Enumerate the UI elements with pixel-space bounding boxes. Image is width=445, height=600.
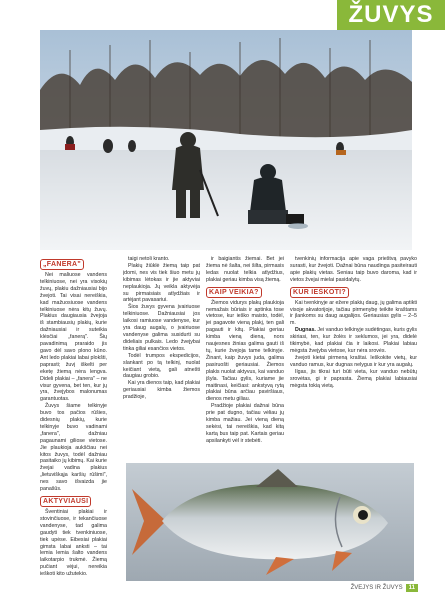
paragraph: Plakių žiūklė žiemą taip pat įdomi, nes vis tiek šiuo metu jų kibimas lėtokas ir jie aktyviai neplaukioja. Jų veikla aktyvėja su pirmaisiais atlydžiais ir artėjant pavasariui. [123, 262, 200, 304]
paragraph: žvejoti kietai pirmeną kraštai. Ieškokite vietų, kur vanduo ramus, kur dugnas nelygus ir kur yra augalų. [290, 354, 417, 368]
paragraph-body: Jei vanduo telkinyje sudėtingas, kuris gylis skiriasi, ten, kur žolės ir seklumos, jei yra, didelė tikimybė, kad plakiai čia ir laikosi. Plakiai labiau mėgsta žvejyba vietose, kur nėra srovės. [290, 327, 417, 354]
page-footer [351, 584, 418, 592]
paragraph: Ilgas, jis tikrai turi būti vieta, kur vanduo nebūtų srovėtas, gi ir paprasta. Žiemą plakiai labiausiai mėgsta tokią vietą. [290, 368, 417, 389]
footer-magazine-name: ŽVEJYS IR ŽUVYS [350, 585, 403, 591]
paragraph: ir baigiantis žiemai. Bet jei žiema nė šalta, nei šilta, pirmasis ledas nuolat telkia atlydžius, plakiai geriau kimba visą žiemą. [206, 256, 284, 283]
photo-ice-fishermen [40, 30, 412, 250]
section-logo [337, 0, 445, 30]
paragraph: Todėl trumpos ekspedicijos, slankant po tą telkinį, nuolat keičiant vietą, gali atnešti daugiau grobio. [123, 352, 200, 380]
paragraph: Pradžioje plakiai dažnai būna prie pat dugno, tačiau vėliau jų kimba mažiau. Jei vieną dieną sekėsi, tai nereiškia, kad kitą kartą bus taip pat. Kartais geriau apsilankyti vėl ir stebėti. [206, 403, 284, 444]
paragraph-lead: Dugnas. [295, 327, 316, 334]
paragraph: Šios žuvys gyvena įvairiuose telkiniuose. Dažniausiai jos laikosi ramiuose vandenyse, kur yra daug augalų, o įvairiuose vandenyse galima susidurti su dideliais pulkais. Ledo žvejybai tinka giliai esančios vietos. [123, 304, 200, 352]
page-number: 11 [406, 584, 418, 592]
text-column-4 [290, 256, 417, 389]
paragraph: Šventiniai plakiai ir stovinčiuose, ir tekančiuose vandenyse, tad galima gaudyti tiek tvenkiniuose, tiek upėse. Eibesiai plakiai gimsta labai anksti – tai lemia lemia šalto vandens laikotarpio trukmė. Žiemą pučiant vėjui, nereikia ieškoti kito užutekio. [40, 509, 107, 578]
section-heading-kur-ieskoti: KUR IEŠKOTI? [290, 287, 349, 298]
section-heading-aktyviausi: AKTYVIAUSI [40, 496, 91, 507]
photo-fish [126, 463, 414, 581]
paragraph: Žuvys šiame telkinyje buvo tos pačios rūšies, didesnių plakių, kurie telkinyje buvo vadinami „fanera", dažniau pagaunami giliose vietose. Jie plaukioja aukščiau nei kitos žuvys, todėl dažniau pasitaiko jų kibimų. Kai kurie žvejai vadina plakius „lietuviškąja karšių rūšimi", nes savo išvaizda jie panašūs. [40, 403, 107, 493]
paragraph: tvenkinių informacija apie vaga prieštvą pavyko surasti, kur žvejoti. Dažnai būna naudinga pasiteirauti apie plakių vietas. Seniau taip buvo daroma, kad ir vietos žvejai mielai pasidalytų. [290, 256, 417, 283]
paragraph: Kai tvenkinyje ar ežere plakių daug, jų galima aptikti visoje akvatorijoje, tačiau pirmenybę teikite kraštams ir įlankoms su daug augalijos. Geriausias gylis – 2–5 m. [290, 299, 417, 327]
paragraph: Nei maliuose vandens telkiniuose, nei yra visokių žuvų, plakiu dažniausiai bijo žvejoti. Tai visai nereiškia, kad mažuosiuose vandens telkiniuose nėra kitų žuvų. Plakius daugiausia žvejoja iš stambiausių plakių, kurie dažniausiai ir suteikia klėsčiai „fanerą". Šių pavadinimą praraido jis gavo dėl savo plono kūno. Ant ledo plakiai labai plokšti, paprasti; žuvį iškelti per eketę žiemą nėra lengva. Dideli plakiai – „fanera" – ne visur gyvena, bet ten, kur jų yra, žvejybos malonumas garantuotas. [40, 272, 107, 403]
paragraph: taigi netoli kranto. [128, 256, 170, 262]
paragraph [290, 327, 417, 355]
text-column-1 [40, 256, 107, 578]
paragraph: Žiemos vidurys plakų plaukioja nemažais būriais ir aptinka tose vietose, kur ieško maisto, todėl, jei pagavote vieną plakį, ten gali pagauti ir kitų. Plakiai geriau kimba vieną dieną, nors naujesnes žinias galima gauti iš tų, kurie žvejoja tame telkinyje. Žinant, kaip žuvys juda, galima pasiruošti geriausiai. Žiemos plakis nuolat aktyvus, kai vanduo įšyla. Tačiau gylis, kuriame jie maitinasi, keičiasi: ankstyvą rytą plakiai būna arčiau paviršiaus, dienos metu giliau. [206, 299, 284, 403]
text-column-2 [123, 256, 200, 401]
section-title: ŽUVYS [348, 1, 434, 28]
paragraph: Kai yra dienos taip, kad plakiai geriausiai kimba žiemos pradžioje, [123, 380, 200, 401]
text-column-3 [206, 256, 284, 445]
section-heading-fanera: „FANERA" [40, 259, 84, 270]
section-heading-kaip-veikia: KAIP VEIKIA? [206, 287, 262, 298]
